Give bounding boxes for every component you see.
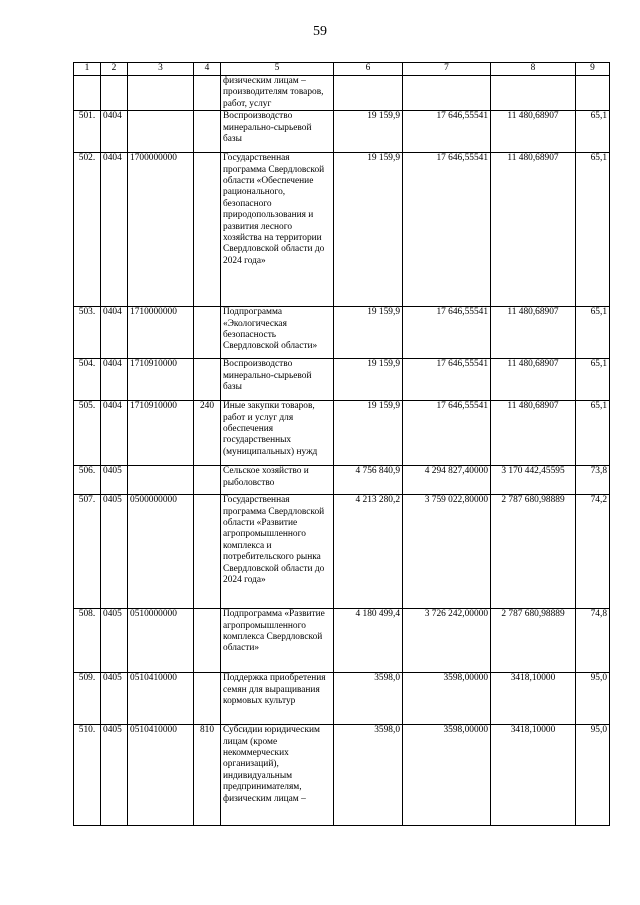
- section-cell: [101, 76, 128, 111]
- target-article-cell: 0510000000: [128, 609, 194, 673]
- table-row: [74, 307, 610, 359]
- percent-cell: 65,1: [576, 401, 610, 466]
- row-name-cell: Государственная программа Свердловской области «Обеспечение рационального, безопасного природопользования и развития лесного хозяйства на территории Свердловской области до 2024 года»: [221, 153, 334, 307]
- approved-cell: [334, 76, 403, 111]
- percent-cell: 73,8: [576, 466, 610, 495]
- section-cell: 0405: [101, 673, 128, 725]
- column-header: 3: [128, 63, 194, 76]
- approved-cell: 19 159,9: [334, 307, 403, 359]
- expense-type-cell: [194, 359, 221, 401]
- section-cell: 0404: [101, 111, 128, 153]
- expense-type-cell: [194, 495, 221, 609]
- expense-type-cell: 240: [194, 401, 221, 466]
- target-article-cell: 1710000000: [128, 307, 194, 359]
- section-cell: 0405: [101, 466, 128, 495]
- approved-cell: 4 213 280,2: [334, 495, 403, 609]
- budget-table: [73, 62, 610, 826]
- executed-cell: [491, 76, 576, 111]
- row-name-cell: Подпрограмма «Экологическая безопасность Свердловской области»: [221, 307, 334, 359]
- section-cell: 0404: [101, 153, 128, 307]
- table-row: [74, 401, 610, 466]
- section-cell: 0404: [101, 307, 128, 359]
- table-row: [74, 725, 610, 826]
- table-row: [74, 359, 610, 401]
- target-article-cell: [128, 111, 194, 153]
- approved-cell: 19 159,9: [334, 153, 403, 307]
- expense-type-cell: [194, 76, 221, 111]
- row-number-cell: [74, 76, 101, 111]
- column-header: 7: [403, 63, 491, 76]
- table-row: [74, 673, 610, 725]
- budget-cell: 3 726 242,00000: [403, 609, 491, 673]
- executed-cell: 3418,10000: [491, 673, 576, 725]
- budget-cell: 3 759 022,80000: [403, 495, 491, 609]
- expense-type-cell: [194, 466, 221, 495]
- row-number-cell: 505.: [74, 401, 101, 466]
- row-number-cell: 510.: [74, 725, 101, 826]
- section-cell: 0405: [101, 609, 128, 673]
- table-header-row: [74, 63, 610, 76]
- executed-cell: 11 480,68907: [491, 111, 576, 153]
- column-header: 5: [221, 63, 334, 76]
- approved-cell: 4 756 840,9: [334, 466, 403, 495]
- executed-cell: 11 480,68907: [491, 359, 576, 401]
- budget-cell: 17 646,55541: [403, 111, 491, 153]
- section-cell: 0404: [101, 401, 128, 466]
- row-name-cell: Воспроизводство минерально-сырьевой базы: [221, 111, 334, 153]
- expense-type-cell: [194, 153, 221, 307]
- approved-cell: 3598,0: [334, 673, 403, 725]
- row-number-cell: 502.: [74, 153, 101, 307]
- percent-cell: 74,8: [576, 609, 610, 673]
- target-article-cell: 0500000000: [128, 495, 194, 609]
- percent-cell: 65,1: [576, 307, 610, 359]
- row-name-cell: физическим лицам – производителям товаров, работ, услуг: [221, 76, 334, 111]
- table-row: [74, 111, 610, 153]
- table-row: [74, 153, 610, 307]
- table-row: [74, 466, 610, 495]
- budget-cell: [403, 76, 491, 111]
- budget-cell: 17 646,55541: [403, 401, 491, 466]
- percent-cell: 95,0: [576, 673, 610, 725]
- column-header: 2: [101, 63, 128, 76]
- approved-cell: 19 159,9: [334, 111, 403, 153]
- expense-type-cell: 810: [194, 725, 221, 826]
- row-number-cell: 501.: [74, 111, 101, 153]
- row-number-cell: 507.: [74, 495, 101, 609]
- percent-cell: 65,1: [576, 153, 610, 307]
- page-number: 59: [313, 24, 327, 39]
- approved-cell: 4 180 499,4: [334, 609, 403, 673]
- expense-type-cell: [194, 673, 221, 725]
- executed-cell: 11 480,68907: [491, 153, 576, 307]
- section-cell: 0405: [101, 495, 128, 609]
- row-name-cell: Подпрограмма «Развитие агропромышленного комплекса Свердловской области»: [221, 609, 334, 673]
- column-header: 1: [74, 63, 101, 76]
- percent-cell: 95,0: [576, 725, 610, 826]
- expense-type-cell: [194, 111, 221, 153]
- target-article-cell: 0510410000: [128, 673, 194, 725]
- percent-cell: 65,1: [576, 111, 610, 153]
- target-article-cell: [128, 466, 194, 495]
- approved-cell: 19 159,9: [334, 359, 403, 401]
- row-number-cell: 504.: [74, 359, 101, 401]
- target-article-cell: [128, 76, 194, 111]
- executed-cell: 11 480,68907: [491, 307, 576, 359]
- executed-cell: 11 480,68907: [491, 401, 576, 466]
- row-number-cell: 509.: [74, 673, 101, 725]
- section-cell: 0404: [101, 359, 128, 401]
- table-row: [74, 609, 610, 673]
- column-header: 9: [576, 63, 610, 76]
- percent-cell: 65,1: [576, 359, 610, 401]
- approved-cell: 19 159,9: [334, 401, 403, 466]
- row-number-cell: 506.: [74, 466, 101, 495]
- row-name-cell: Иные закупки товаров, работ и услуг для обеспечения государственных (муниципальных) нужд: [221, 401, 334, 466]
- target-article-cell: 1700000000: [128, 153, 194, 307]
- executed-cell: 3418,10000: [491, 725, 576, 826]
- row-name-cell: Сельское хозяйство и рыболовство: [221, 466, 334, 495]
- column-header: 8: [491, 63, 576, 76]
- percent-cell: [576, 76, 610, 111]
- row-name-cell: Поддержка приобретения семян для выращивания кормовых культур: [221, 673, 334, 725]
- executed-cell: 2 787 680,98889: [491, 495, 576, 609]
- row-number-cell: 508.: [74, 609, 101, 673]
- row-name-cell: Воспроизводство минерально-сырьевой базы: [221, 359, 334, 401]
- budget-cell: 17 646,55541: [403, 153, 491, 307]
- expense-type-cell: [194, 307, 221, 359]
- budget-cell: 3598,00000: [403, 725, 491, 826]
- budget-cell: 3598,00000: [403, 673, 491, 725]
- target-article-cell: 1710910000: [128, 401, 194, 466]
- column-header: 6: [334, 63, 403, 76]
- expense-type-cell: [194, 609, 221, 673]
- target-article-cell: 0510410000: [128, 725, 194, 826]
- section-cell: 0405: [101, 725, 128, 826]
- row-number-cell: 503.: [74, 307, 101, 359]
- executed-cell: 2 787 680,98889: [491, 609, 576, 673]
- target-article-cell: 1710910000: [128, 359, 194, 401]
- column-header: 4: [194, 63, 221, 76]
- table-row-continuation: [74, 76, 610, 111]
- budget-cell: 17 646,55541: [403, 307, 491, 359]
- percent-cell: 74,2: [576, 495, 610, 609]
- row-name-cell: Субсидии юридическим лицам (кроме некоммерческих организаций), индивидуальным предпринимателям, физическим лицам –: [221, 725, 334, 826]
- row-name-cell: Государственная программа Свердловской области «Развитие агропромышленного комплекса и потребительского рынка Свердловской области до 2024 года»: [221, 495, 334, 609]
- budget-cell: 4 294 827,40000: [403, 466, 491, 495]
- approved-cell: 3598,0: [334, 725, 403, 826]
- table-row: [74, 495, 610, 609]
- executed-cell: 3 170 442,45595: [491, 466, 576, 495]
- budget-cell: 17 646,55541: [403, 359, 491, 401]
